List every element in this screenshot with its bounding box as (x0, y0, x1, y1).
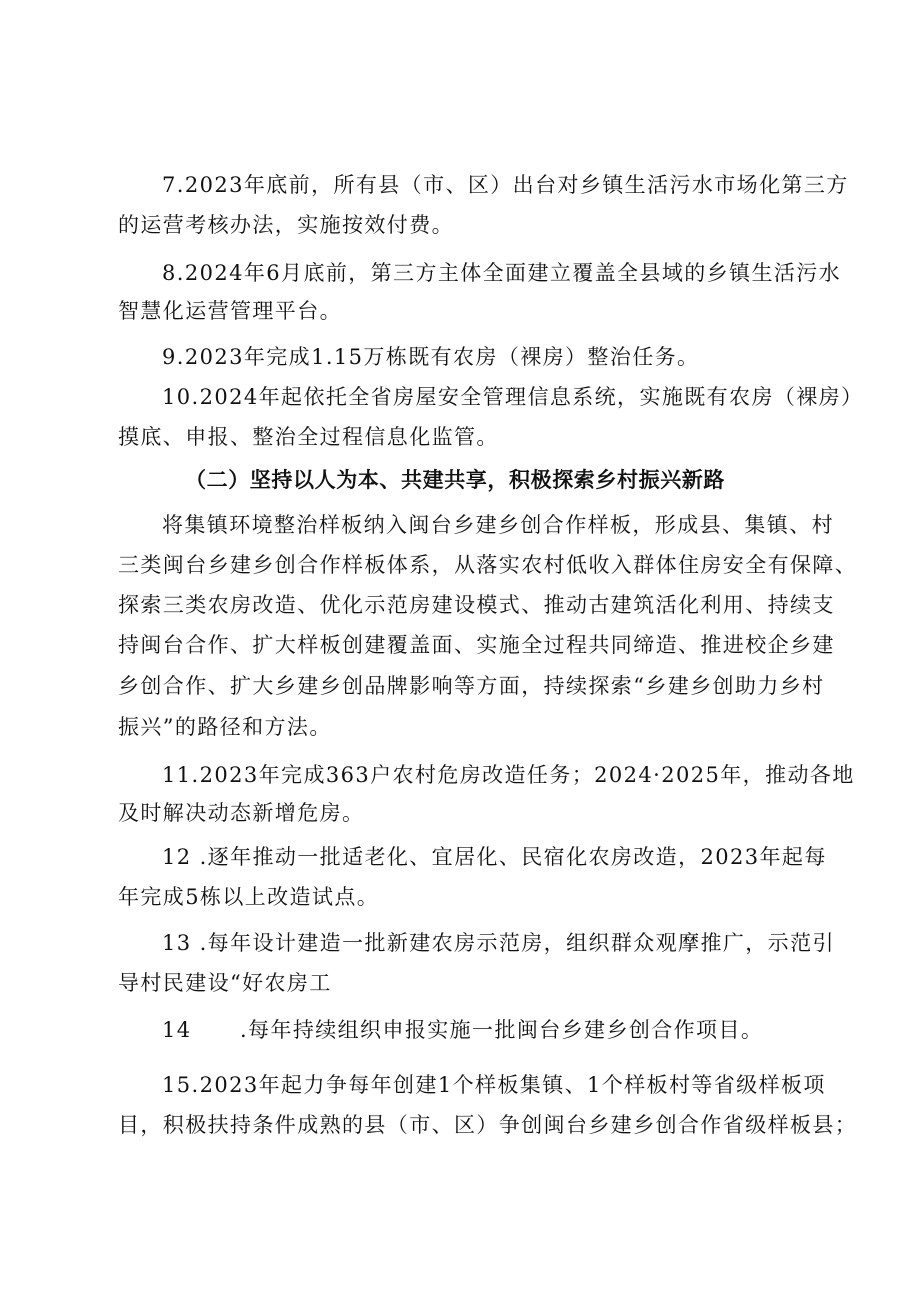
paragraph-12-line-1: 12 .逐年推动一批适老化、宜居化、民宿化农房改造，2023年起每 (162, 845, 827, 869)
paragraph-10-line-2: 摸底、申报、整治全过程信息化监管。 (118, 425, 499, 449)
body-paragraph-line-2: 三类闽台乡建乡创合作样板体系，从落实农村低收入群体住房安全有保障、 (118, 553, 858, 577)
body-paragraph-line-6: 振兴”的路径和方法。 (118, 715, 332, 739)
section-heading: （二）坚持以人为本、共建共享，积极探索乡村振兴新路 (185, 468, 725, 492)
paragraph-14: 14 .每年持续组织申报实施一批闽台乡建乡创合作项目。 (162, 1018, 764, 1042)
body-paragraph-line-5: 乡创合作、扩大乡建乡创品牌影响等方面，持续探索“乡建乡创助力乡村 (118, 674, 825, 698)
paragraph-15-line-1: 15.2023年起力争每年创建1个样板集镇、1个样板村等省级样板项 (162, 1073, 826, 1097)
paragraph-8-line-1: 8.2024年6月底前，第三方主体全面建立覆盖全县域的乡镇生活污水 (162, 261, 842, 285)
paragraph-11-line-2: 及时解决动态新增危房。 (118, 801, 365, 825)
paragraph-7-line-2: 的运营考核办法，实施按效付费。 (118, 213, 454, 237)
paragraph-9: 9.2023年完成1.15万栋既有农房（裸房）整治任务。 (162, 345, 700, 369)
paragraph-7-line-1: 7.2023年底前，所有县（市、区）出台对乡镇生活污水市场化第三方 (162, 173, 849, 197)
body-paragraph-line-3: 探索三类农房改造、优化示范房建设模式、推动古建筑活化利用、持续支 (118, 593, 835, 617)
paragraph-8-line-2: 智慧化运营管理平台。 (118, 299, 342, 323)
body-paragraph-line-4: 持闽台合作、扩大样板创建覆盖面、实施全过程共同缔造、推进校企乡建 (118, 633, 835, 657)
paragraph-12-line-2: 年完成5栋以上改造试点。 (118, 885, 380, 909)
paragraph-11-line-1: 11.2023年完成363户农村危房改造任务；2024·2025年，推动各地 (162, 763, 855, 787)
paragraph-10-line-1: 10.2024年起依托全省房屋安全管理信息系统，实施既有农房（裸房） (162, 385, 864, 409)
paragraph-13-line-2: 导村民建设“好农房工 (118, 971, 332, 995)
paragraph-15-line-2: 目，积极扶持条件成熟的县（市、区）争创闽台乡建乡创合作省级样板县； (118, 1113, 858, 1137)
paragraph-13-line-1: 13 .每年设计建造一批新建农房示范房，组织群众观摩推广，示范引 (162, 931, 835, 955)
body-paragraph-line-1: 将集镇环境整治样板纳入闽台乡建乡创合作样板，形成县、集镇、村 (162, 513, 834, 537)
